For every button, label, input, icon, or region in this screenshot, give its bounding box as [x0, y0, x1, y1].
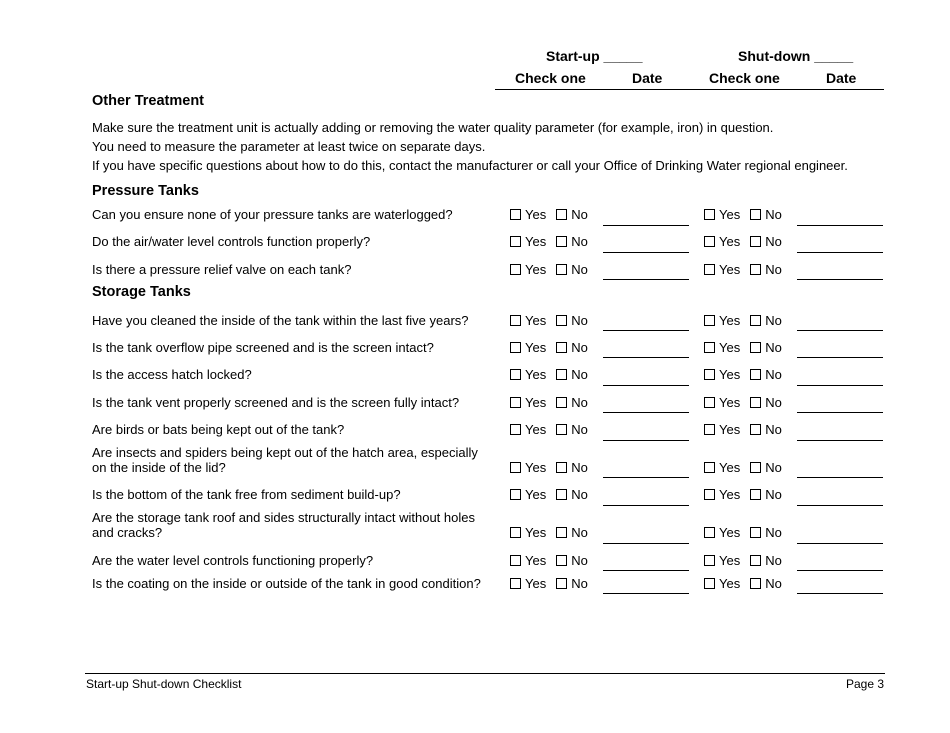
yes-checkbox[interactable] — [510, 578, 521, 589]
no-checkbox[interactable] — [556, 555, 567, 566]
startup-yes-no-storage-4[interactable]: Yes No — [510, 395, 588, 410]
question-storage-1: Have you cleaned the inside of the tank within the last five years? — [92, 313, 469, 328]
shutdown-yes-no-storage-2[interactable]: Yes No — [704, 340, 782, 355]
yes-checkbox[interactable] — [704, 264, 715, 275]
no-checkbox[interactable] — [750, 342, 761, 353]
startup-date-line[interactable] — [603, 279, 689, 280]
question-pressure-3: Is there a pressure relief valve on each tank? — [92, 262, 352, 277]
question-storage-6: Are insects and spiders being kept out of the hatch area, especially on the inside of the lid? — [92, 445, 478, 475]
shutdown-yes-no-storage-5[interactable]: Yes No — [704, 422, 782, 437]
startup-yes-no-pressure-2[interactable]: Yes No — [510, 234, 588, 249]
no-checkbox[interactable] — [750, 369, 761, 380]
no-checkbox[interactable] — [750, 462, 761, 473]
yes-checkbox[interactable] — [704, 578, 715, 589]
yes-checkbox[interactable] — [510, 264, 521, 275]
startup-yes-no-storage-7[interactable]: Yes No — [510, 487, 588, 502]
yes-checkbox[interactable] — [704, 209, 715, 220]
shutdown-yes-no-storage-4[interactable]: Yes No — [704, 395, 782, 410]
no-checkbox[interactable] — [750, 209, 761, 220]
no-checkbox[interactable] — [750, 489, 761, 500]
shutdown-yes-no-storage-7[interactable]: Yes No — [704, 487, 782, 502]
shutdown-yes-no-storage-9[interactable]: Yes No — [704, 553, 782, 568]
yes-checkbox[interactable] — [704, 424, 715, 435]
yes-checkbox[interactable] — [704, 462, 715, 473]
no-checkbox[interactable] — [750, 264, 761, 275]
startup-yes-no-storage-1[interactable]: Yes No — [510, 313, 588, 328]
question-storage-8: Are the storage tank roof and sides structurally intact without holes and cracks? — [92, 510, 475, 540]
page-number: Page 3 — [846, 677, 885, 691]
shutdown-date-line[interactable] — [797, 477, 883, 478]
shutdown-date-line[interactable] — [797, 357, 883, 358]
yes-checkbox[interactable] — [704, 369, 715, 380]
yes-checkbox[interactable] — [510, 397, 521, 408]
startup-date-line[interactable] — [603, 252, 689, 253]
startup-yes-no-pressure-1[interactable]: Yes No — [510, 207, 588, 222]
shutdown-date-line[interactable] — [797, 440, 883, 441]
no-checkbox[interactable] — [556, 315, 567, 326]
shutdown-date-line[interactable] — [797, 412, 883, 413]
startup-date-line[interactable] — [603, 593, 689, 594]
shutdown-date-line[interactable] — [797, 570, 883, 571]
startup-date-line[interactable] — [603, 330, 689, 331]
question-storage-9: Are the water level controls functioning properly? — [92, 553, 374, 568]
startup-yes-no-storage-8[interactable]: Yes No — [510, 525, 588, 540]
other-treatment-line-3: If you have specific questions about how to do this, contact the manufacturer or call your Office of Drinking Water regional engineer. — [92, 158, 848, 173]
no-checkbox[interactable] — [556, 578, 567, 589]
no-checkbox[interactable] — [556, 342, 567, 353]
yes-checkbox[interactable] — [510, 342, 521, 353]
no-checkbox[interactable] — [556, 462, 567, 473]
yes-checkbox[interactable] — [704, 397, 715, 408]
shutdown-yes-no-storage-1[interactable]: Yes No — [704, 313, 782, 328]
question-storage-3: Is the access hatch locked? — [92, 367, 252, 382]
startup-date-line[interactable] — [603, 357, 689, 358]
startup-header: Start-up _____ — [546, 48, 643, 64]
shutdown-yes-no-storage-8[interactable]: Yes No — [704, 525, 782, 540]
yes-checkbox[interactable] — [704, 555, 715, 566]
yes-checkbox[interactable] — [510, 489, 521, 500]
startup-date-line[interactable] — [603, 225, 689, 226]
shutdown-date-line[interactable] — [797, 385, 883, 386]
question-storage-10: Is the coating on the inside or outside of the tank in good condition? — [92, 576, 481, 591]
yes-checkbox[interactable] — [704, 489, 715, 500]
no-checkbox[interactable] — [750, 236, 761, 247]
startup-date-line[interactable] — [603, 570, 689, 571]
shutdown-yes-no-storage-10[interactable]: Yes No — [704, 576, 782, 591]
footer-title: Start-up Shut-down Checklist — [86, 677, 242, 691]
no-checkbox[interactable] — [750, 527, 761, 538]
no-checkbox[interactable] — [750, 555, 761, 566]
startup-date-line[interactable] — [603, 543, 689, 544]
startup-yes-no-pressure-3[interactable]: Yes No — [510, 262, 588, 277]
other-treatment-line-1: Make sure the treatment unit is actually adding or removing the water quality parameter (for example, iron) in question. — [92, 120, 774, 135]
no-checkbox[interactable] — [750, 397, 761, 408]
question-storage-5: Are birds or bats being kept out of the tank? — [92, 422, 345, 437]
no-checkbox[interactable] — [750, 424, 761, 435]
shutdown-date-line[interactable] — [797, 252, 883, 253]
no-checkbox[interactable] — [556, 209, 567, 220]
shutdown-date-line[interactable] — [797, 543, 883, 544]
startup-date-line[interactable] — [603, 505, 689, 506]
question-storage-7: Is the bottom of the tank free from sediment build-up? — [92, 487, 401, 502]
startup-date-header: Date — [632, 70, 663, 86]
yes-checkbox[interactable] — [510, 315, 521, 326]
shutdown-date-line[interactable] — [797, 593, 883, 594]
footer-rule — [85, 673, 885, 674]
yes-checkbox[interactable] — [510, 209, 521, 220]
no-checkbox[interactable] — [750, 315, 761, 326]
startup-date-line[interactable] — [603, 385, 689, 386]
shutdown-date-line[interactable] — [797, 330, 883, 331]
shutdown-check-one-header: Check one — [709, 70, 780, 86]
other-treatment-title: Other Treatment — [92, 93, 204, 109]
no-checkbox[interactable] — [556, 369, 567, 380]
question-storage-2: Is the tank overflow pipe screened and is the screen intact? — [92, 340, 434, 355]
header-rule — [495, 89, 884, 90]
no-checkbox[interactable] — [556, 489, 567, 500]
no-checkbox[interactable] — [750, 578, 761, 589]
yes-checkbox[interactable] — [704, 315, 715, 326]
yes-checkbox[interactable] — [510, 462, 521, 473]
shutdown-date-line[interactable] — [797, 225, 883, 226]
shutdown-date-line[interactable] — [797, 279, 883, 280]
shutdown-yes-no-storage-3[interactable]: Yes No — [704, 367, 782, 382]
shutdown-yes-no-pressure-1[interactable]: Yes No — [704, 207, 782, 222]
startup-check-one-header: Check one — [515, 70, 586, 86]
question-storage-4: Is the tank vent properly screened and is the screen fully intact? — [92, 395, 460, 410]
no-checkbox[interactable] — [556, 236, 567, 247]
startup-date-line[interactable] — [603, 477, 689, 478]
shutdown-date-header: Date — [826, 70, 857, 86]
other-treatment-line-2: You need to measure the parameter at least twice on separate days. — [92, 139, 486, 154]
startup-yes-no-storage-9[interactable]: Yes No — [510, 553, 588, 568]
question-pressure-1: Can you ensure none of your pressure tanks are waterlogged? — [92, 207, 453, 222]
startup-yes-no-storage-5[interactable]: Yes No — [510, 422, 588, 437]
startup-yes-no-storage-10[interactable]: Yes No — [510, 576, 588, 591]
startup-yes-no-storage-2[interactable]: Yes No — [510, 340, 588, 355]
startup-date-line[interactable] — [603, 440, 689, 441]
startup-yes-no-storage-6[interactable]: Yes No — [510, 460, 588, 475]
shutdown-yes-no-pressure-2[interactable]: Yes No — [704, 234, 782, 249]
question-pressure-2: Do the air/water level controls function properly? — [92, 234, 371, 249]
shutdown-header: Shut-down _____ — [738, 48, 854, 64]
no-checkbox[interactable] — [556, 397, 567, 408]
storage-tanks-title: Storage Tanks — [92, 284, 191, 300]
startup-date-line[interactable] — [603, 412, 689, 413]
no-checkbox[interactable] — [556, 424, 567, 435]
yes-checkbox[interactable] — [510, 369, 521, 380]
yes-checkbox[interactable] — [704, 527, 715, 538]
yes-checkbox[interactable] — [510, 424, 521, 435]
pressure-tanks-title: Pressure Tanks — [92, 183, 199, 199]
shutdown-date-line[interactable] — [797, 505, 883, 506]
startup-yes-no-storage-3[interactable]: Yes No — [510, 367, 588, 382]
shutdown-yes-no-storage-6[interactable]: Yes No — [704, 460, 782, 475]
yes-checkbox[interactable] — [510, 236, 521, 247]
no-checkbox[interactable] — [556, 527, 567, 538]
yes-checkbox[interactable] — [704, 342, 715, 353]
yes-checkbox[interactable] — [510, 555, 521, 566]
no-checkbox[interactable] — [556, 264, 567, 275]
yes-checkbox[interactable] — [704, 236, 715, 247]
yes-checkbox[interactable] — [510, 527, 521, 538]
shutdown-yes-no-pressure-3[interactable]: Yes No — [704, 262, 782, 277]
